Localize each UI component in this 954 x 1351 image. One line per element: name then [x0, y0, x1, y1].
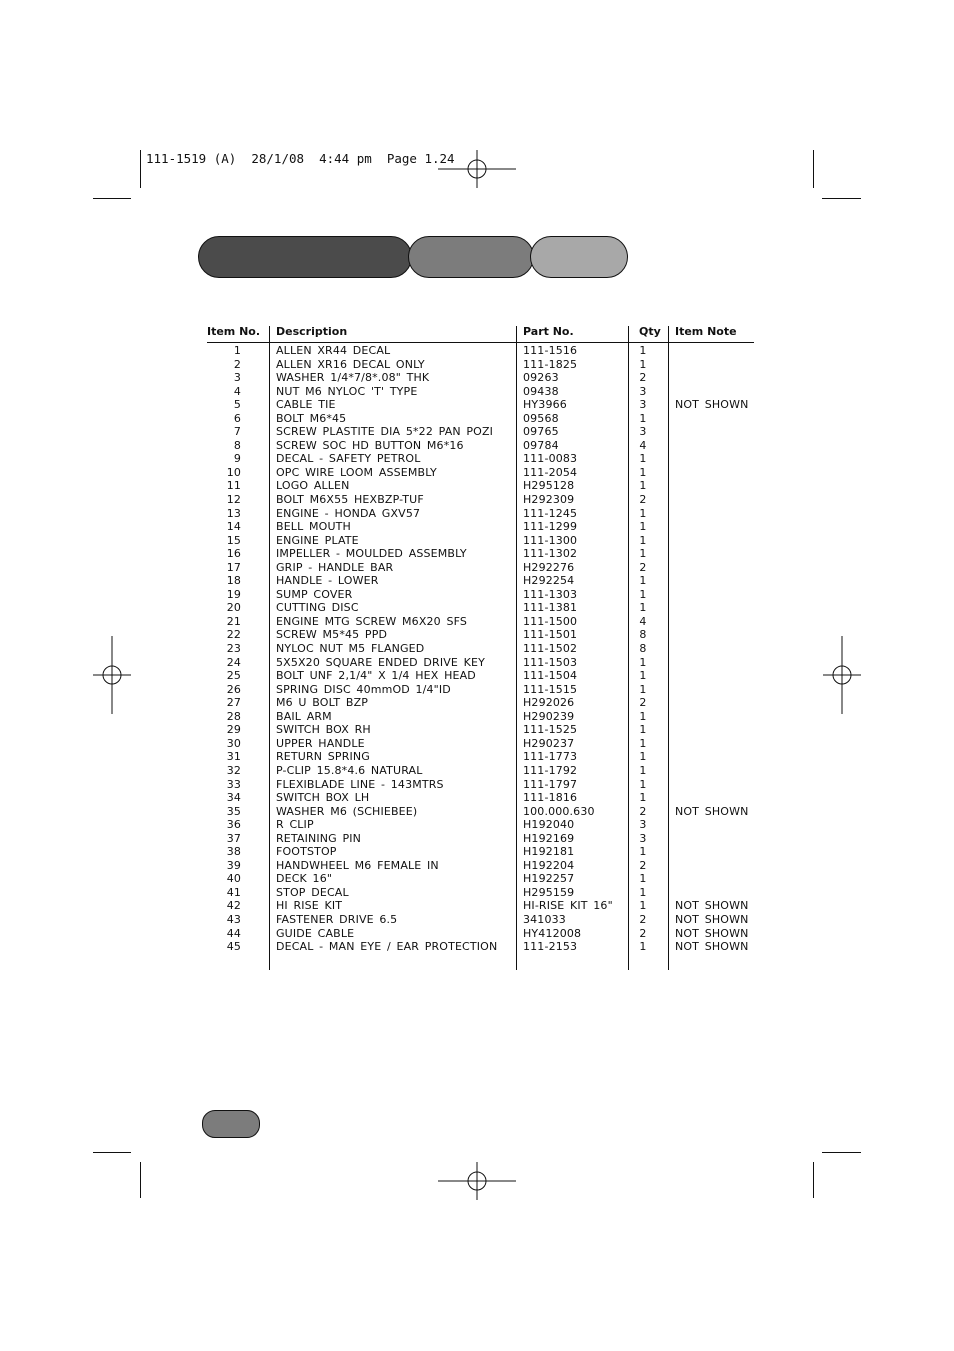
table-row — [207, 696, 755, 710]
part-no-cell: H192204 — [523, 858, 575, 872]
qty-cell: 1 — [639, 709, 647, 723]
part-no-cell: 111-1816 — [523, 791, 578, 805]
item-note-cell: NOT SHOWN — [675, 940, 749, 954]
description-cell: BOLT UNF 2,1/4" X 1/4 HEX HEAD — [276, 669, 476, 683]
part-no-cell: 111-1381 — [523, 601, 578, 615]
qty-cell: 1 — [639, 750, 647, 764]
part-no-cell: 111-2054 — [523, 465, 578, 479]
description-cell: LOGO ALLEN — [276, 479, 350, 493]
description-cell: OPC WIRE LOOM ASSEMBLY — [276, 465, 437, 479]
item-no-cell: 44 — [226, 926, 241, 940]
description-cell: GRIP - HANDLE BAR — [276, 560, 394, 574]
description-cell: NUT M6 NYLOC 'T' TYPE — [276, 384, 418, 398]
description-cell: GUIDE CABLE — [276, 926, 355, 940]
description-cell: FOOTSTOP — [276, 845, 337, 859]
qty-cell: 1 — [639, 899, 647, 913]
table-row — [207, 940, 755, 954]
qty-cell: 2 — [639, 912, 647, 926]
header-qty: Qty — [639, 325, 661, 338]
description-cell: M6 U BOLT BZP — [276, 696, 369, 710]
table-row — [207, 778, 755, 792]
description-cell: CABLE TIE — [276, 398, 336, 412]
qty-cell: 3 — [639, 398, 647, 412]
item-note-cell: NOT SHOWN — [675, 899, 749, 913]
qty-cell: 2 — [639, 493, 647, 507]
part-no-cell: H292026 — [523, 696, 575, 710]
table-row — [207, 764, 755, 778]
qty-cell: 1 — [639, 885, 647, 899]
item-no-cell: 43 — [226, 912, 241, 926]
part-no-cell: 111-1503 — [523, 655, 578, 669]
header-pill-dark — [198, 236, 412, 278]
table-row — [207, 547, 755, 561]
qty-cell: 1 — [639, 587, 647, 601]
part-no-cell: H292309 — [523, 493, 575, 507]
item-no-cell: 7 — [233, 425, 241, 439]
qty-cell: 8 — [639, 628, 647, 642]
table-row — [207, 439, 755, 453]
registration-mark-right-icon — [823, 636, 861, 714]
table-row — [207, 642, 755, 656]
part-no-cell: 111-1299 — [523, 520, 578, 534]
part-no-cell: H292276 — [523, 560, 575, 574]
part-no-cell: H290237 — [523, 736, 575, 750]
part-no-cell: 09263 — [523, 371, 559, 385]
description-cell: NYLOC NUT M5 FLANGED — [276, 642, 425, 656]
item-no-cell: 3 — [233, 371, 241, 385]
item-no-cell: 36 — [226, 818, 241, 832]
item-no-cell: 31 — [226, 750, 241, 764]
item-no-cell: 23 — [226, 642, 241, 656]
item-no-cell: 19 — [226, 587, 241, 601]
item-no-cell: 14 — [226, 520, 241, 534]
table-row — [207, 493, 755, 507]
table-row — [207, 344, 755, 358]
qty-cell: 1 — [639, 465, 647, 479]
item-no-cell: 39 — [226, 858, 241, 872]
item-no-cell: 12 — [226, 493, 241, 507]
header-tab-bar — [198, 236, 630, 278]
qty-cell: 1 — [639, 682, 647, 696]
table-row — [207, 534, 755, 548]
table-row — [207, 723, 755, 737]
crop-mark-tl-v — [140, 150, 141, 188]
qty-cell: 1 — [639, 520, 647, 534]
crop-mark-tl-h — [93, 198, 131, 199]
description-cell: ENGINE MTG SCREW M6X20 SFS — [276, 614, 467, 628]
qty-cell: 1 — [639, 547, 647, 561]
table-row — [207, 656, 755, 670]
crop-mark-tr-h — [822, 198, 861, 199]
description-cell: HI RISE KIT — [276, 899, 343, 913]
header-rule — [207, 342, 754, 343]
qty-cell: 1 — [639, 357, 647, 371]
table-row — [207, 452, 755, 466]
item-no-cell: 15 — [226, 533, 241, 547]
description-cell: HANDLE - LOWER — [276, 574, 379, 588]
table-row — [207, 899, 755, 913]
qty-cell: 1 — [639, 479, 647, 493]
qty-cell: 4 — [639, 438, 647, 452]
item-no-cell: 1 — [233, 344, 241, 357]
table-row — [207, 574, 755, 588]
table-row — [207, 710, 755, 724]
part-no-cell: 111-1502 — [523, 642, 578, 656]
description-cell: ALLEN XR16 DECAL ONLY — [276, 357, 425, 371]
item-no-cell: 13 — [226, 506, 241, 520]
qty-cell: 1 — [639, 411, 647, 425]
item-no-cell: 34 — [226, 791, 241, 805]
qty-cell: 3 — [639, 425, 647, 439]
table-row — [207, 412, 755, 426]
description-cell: ENGINE - HONDA GXV57 — [276, 506, 421, 520]
item-no-cell: 9 — [233, 452, 241, 466]
header-description: Description — [276, 325, 348, 338]
item-no-cell: 11 — [226, 479, 241, 493]
table-row — [207, 398, 755, 412]
qty-cell: 4 — [639, 614, 647, 628]
item-no-cell: 22 — [226, 628, 241, 642]
item-no-cell: 5 — [233, 398, 241, 412]
part-no-cell: 111-1245 — [523, 506, 578, 520]
part-no-cell: 111-1792 — [523, 763, 578, 777]
table-row — [207, 615, 755, 629]
qty-cell: 2 — [639, 371, 647, 385]
header-part-no: Part No. — [523, 325, 574, 338]
qty-cell: 1 — [639, 344, 647, 357]
table-row — [207, 886, 755, 900]
part-no-cell: 111-1525 — [523, 723, 578, 737]
table-row — [207, 683, 755, 697]
description-cell: R CLIP — [276, 818, 314, 832]
part-no-cell: 111-2153 — [523, 940, 578, 954]
registration-mark-bottom-icon — [438, 1162, 516, 1200]
item-no-cell: 29 — [226, 723, 241, 737]
qty-cell: 1 — [639, 452, 647, 466]
description-cell: SUMP COVER — [276, 587, 353, 601]
description-cell: HANDWHEEL M6 FEMALE IN — [276, 858, 439, 872]
description-cell: RETAINING PIN — [276, 831, 362, 845]
qty-cell: 1 — [639, 872, 647, 886]
table-row — [207, 425, 755, 439]
qty-cell: 2 — [639, 926, 647, 940]
crop-mark-bl-h — [93, 1152, 131, 1153]
table-body — [207, 344, 755, 954]
item-no-cell: 28 — [226, 709, 241, 723]
item-no-cell: 20 — [226, 601, 241, 615]
print-slug: 111-1519 (A) 28/1/08 4:44 pm Page 1.24 — [146, 151, 455, 166]
table-row — [207, 913, 755, 927]
item-no-cell: 18 — [226, 574, 241, 588]
qty-cell: 2 — [639, 804, 647, 818]
description-cell: BOLT M6X55 HEXBZP-TUF — [276, 493, 424, 507]
description-cell: SCREW M5*45 PPD — [276, 628, 388, 642]
qty-cell: 1 — [639, 655, 647, 669]
table-row — [207, 479, 755, 493]
item-note-cell: NOT SHOWN — [675, 398, 749, 412]
qty-cell: 2 — [639, 560, 647, 574]
description-cell: P-CLIP 15.8*4.6 NATURAL — [276, 763, 423, 777]
crop-mark-br-v — [813, 1162, 814, 1198]
table-row — [207, 588, 755, 602]
description-cell: BOLT M6*45 — [276, 411, 347, 425]
item-no-cell: 40 — [226, 872, 241, 886]
item-no-cell: 27 — [226, 696, 241, 710]
part-no-cell: HY412008 — [523, 926, 582, 940]
item-note-cell: NOT SHOWN — [675, 912, 749, 926]
part-no-cell: 09568 — [523, 411, 559, 425]
header-pill-mid — [408, 236, 534, 278]
qty-cell: 2 — [639, 858, 647, 872]
description-cell: RETURN SPRING — [276, 750, 370, 764]
item-no-cell: 4 — [233, 384, 241, 398]
description-cell: ALLEN XR44 DECAL — [276, 344, 391, 357]
part-no-cell: 111-1501 — [523, 628, 578, 642]
qty-cell: 1 — [639, 669, 647, 683]
description-cell: WASHER M6 (SCHIEBEE) — [276, 804, 418, 818]
part-no-cell: 111-1300 — [523, 533, 578, 547]
table-row — [207, 371, 755, 385]
table-row — [207, 791, 755, 805]
crop-mark-br-h — [822, 1152, 861, 1153]
item-no-cell: 25 — [226, 669, 241, 683]
part-no-cell: H295128 — [523, 479, 575, 493]
part-no-cell: H192040 — [523, 818, 575, 832]
item-no-cell: 32 — [226, 763, 241, 777]
parts-table — [207, 322, 755, 970]
item-no-cell: 45 — [226, 940, 241, 954]
item-no-cell: 35 — [226, 804, 241, 818]
table-row — [207, 737, 755, 751]
description-cell: DECAL - SAFETY PETROL — [276, 452, 421, 466]
description-cell: SPRING DISC 40mmOD 1/4"ID — [276, 682, 451, 696]
description-cell: CUTTING DISC — [276, 601, 359, 615]
qty-cell: 1 — [639, 940, 647, 954]
item-no-cell: 2 — [233, 357, 241, 371]
table-row — [207, 927, 755, 941]
table-row — [207, 507, 755, 521]
part-no-cell: H290239 — [523, 709, 575, 723]
qty-cell: 1 — [639, 506, 647, 520]
description-cell: WASHER 1/4*7/8*.08" THK — [276, 371, 430, 385]
page-number-pill — [202, 1110, 260, 1138]
table-row — [207, 859, 755, 873]
item-no-cell: 17 — [226, 560, 241, 574]
description-cell: SCREW SOC HD BUTTON M6*16 — [276, 438, 464, 452]
description-cell: 5X5X20 SQUARE ENDED DRIVE KEY — [276, 655, 485, 669]
registration-mark-top-icon — [438, 150, 516, 188]
part-no-cell: H192169 — [523, 831, 575, 845]
registration-mark-left-icon — [93, 636, 131, 714]
description-cell: FASTENER DRIVE 6.5 — [276, 912, 398, 926]
part-no-cell: 111-1773 — [523, 750, 578, 764]
description-cell: DECAL - MAN EYE / EAR PROTECTION — [276, 940, 498, 954]
header-item-no: Item No. — [207, 325, 261, 338]
qty-cell: 1 — [639, 601, 647, 615]
part-no-cell: H192181 — [523, 845, 575, 859]
crop-mark-bl-v — [140, 1162, 141, 1198]
part-no-cell: 111-1504 — [523, 669, 578, 683]
description-cell: STOP DECAL — [276, 885, 349, 899]
qty-cell: 3 — [639, 831, 647, 845]
item-no-cell: 10 — [226, 465, 241, 479]
table-row — [207, 561, 755, 575]
description-cell: ENGINE PLATE — [276, 533, 359, 547]
part-no-cell: H192257 — [523, 872, 575, 886]
qty-cell: 1 — [639, 723, 647, 737]
table-row — [207, 872, 755, 886]
qty-cell: 1 — [639, 574, 647, 588]
description-cell: FLEXIBLADE LINE - 143MTRS — [276, 777, 444, 791]
table-row — [207, 466, 755, 480]
description-cell: IMPELLER - MOULDED ASSEMBLY — [276, 547, 467, 561]
qty-cell: 1 — [639, 736, 647, 750]
qty-cell: 2 — [639, 696, 647, 710]
item-no-cell: 41 — [226, 885, 241, 899]
table-row — [207, 669, 755, 683]
item-no-cell: 38 — [226, 845, 241, 859]
description-cell: BELL MOUTH — [276, 520, 351, 534]
qty-cell: 1 — [639, 777, 647, 791]
table-row — [207, 832, 755, 846]
part-no-cell: 111-1515 — [523, 682, 578, 696]
item-no-cell: 6 — [233, 411, 241, 425]
table-row — [207, 805, 755, 819]
part-no-cell: H292254 — [523, 574, 575, 588]
qty-cell: 8 — [639, 642, 647, 656]
item-no-cell: 24 — [226, 655, 241, 669]
part-no-cell: 111-1500 — [523, 614, 578, 628]
part-no-cell: 111-0083 — [523, 452, 578, 466]
description-cell: SWITCH BOX LH — [276, 791, 370, 805]
qty-cell: 1 — [639, 791, 647, 805]
qty-cell: 3 — [639, 384, 647, 398]
item-no-cell: 21 — [226, 614, 241, 628]
item-no-cell: 42 — [226, 899, 241, 913]
qty-cell: 3 — [639, 818, 647, 832]
table-row — [207, 520, 755, 534]
table-row — [207, 628, 755, 642]
item-no-cell: 26 — [226, 682, 241, 696]
header-item-note: Item Note — [675, 325, 737, 338]
description-cell: SCREW PLASTITE DIA 5*22 PAN POZI — [276, 425, 494, 439]
item-no-cell: 33 — [226, 777, 241, 791]
description-cell: SWITCH BOX RH — [276, 723, 371, 737]
part-no-cell: HI-RISE KIT 16" — [523, 899, 613, 913]
part-no-cell: 09438 — [523, 384, 559, 398]
part-no-cell: 111-1302 — [523, 547, 578, 561]
description-cell: BAIL ARM — [276, 709, 332, 723]
qty-cell: 1 — [639, 845, 647, 859]
part-no-cell: 111-1825 — [523, 357, 578, 371]
part-no-cell: H295159 — [523, 885, 575, 899]
header-pill-light — [530, 236, 628, 278]
item-note-cell: NOT SHOWN — [675, 926, 749, 940]
part-no-cell: 111-1797 — [523, 777, 578, 791]
crop-mark-tr-v — [813, 150, 814, 188]
item-no-cell: 37 — [226, 831, 241, 845]
part-no-cell: 111-1303 — [523, 587, 578, 601]
table-row — [207, 385, 755, 399]
item-note-cell: NOT SHOWN — [675, 804, 749, 818]
item-no-cell: 16 — [226, 547, 241, 561]
description-cell: DECK 16" — [276, 872, 333, 886]
qty-cell: 1 — [639, 533, 647, 547]
part-no-cell: HY3966 — [523, 398, 567, 412]
part-no-cell: 341033 — [523, 912, 566, 926]
table-row — [207, 750, 755, 764]
table-row — [207, 358, 755, 372]
part-no-cell: 09784 — [523, 438, 559, 452]
item-no-cell: 30 — [226, 736, 241, 750]
table-row — [207, 818, 755, 832]
table-row — [207, 601, 755, 615]
part-no-cell: 100.000.630 — [523, 804, 595, 818]
description-cell: UPPER HANDLE — [276, 736, 365, 750]
part-no-cell: 111-1516 — [523, 344, 578, 357]
item-no-cell: 8 — [233, 438, 241, 452]
part-no-cell: 09765 — [523, 425, 559, 439]
qty-cell: 1 — [639, 763, 647, 777]
table-row — [207, 845, 755, 859]
